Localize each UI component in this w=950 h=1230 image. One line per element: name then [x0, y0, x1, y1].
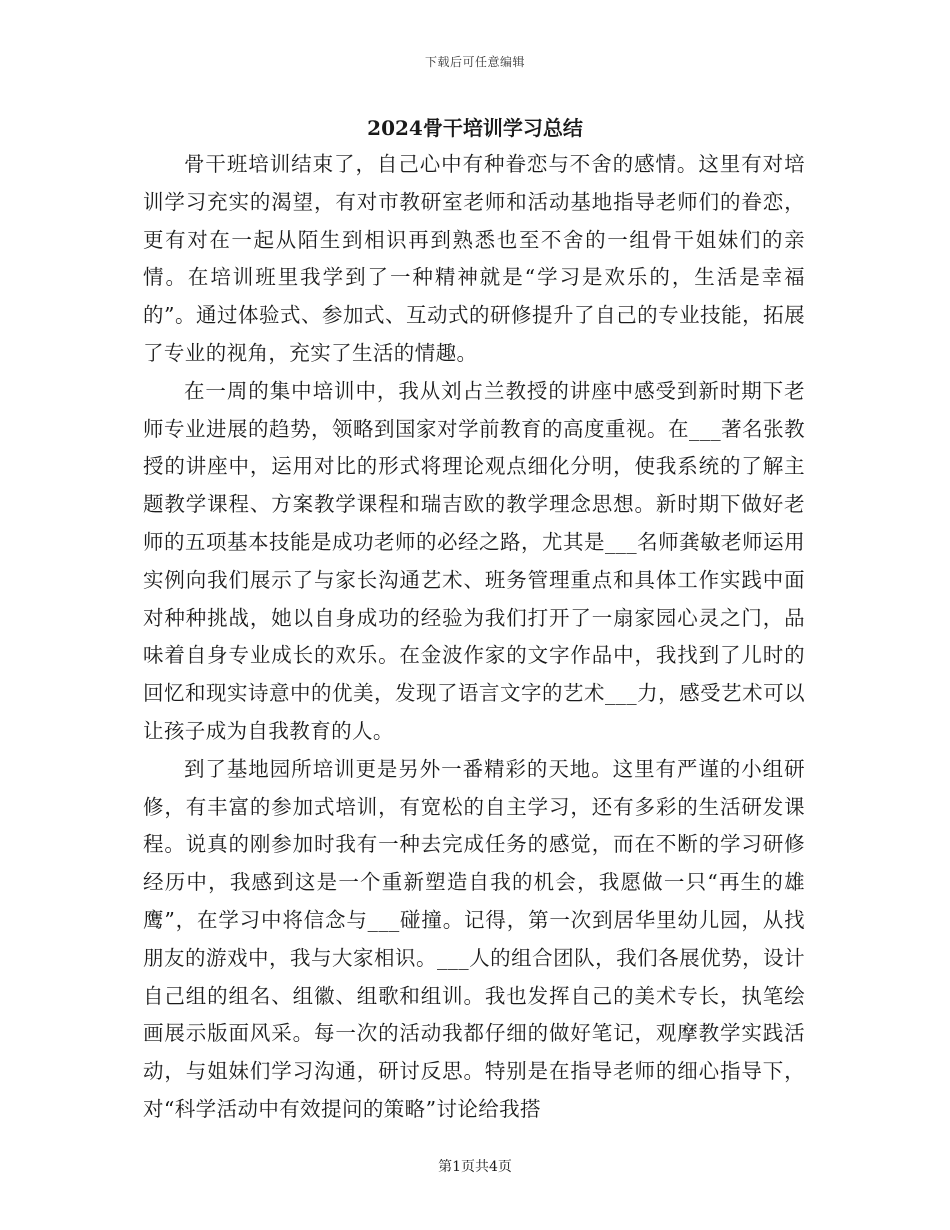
paragraph-2: 在一周的集中培训中，我从刘占兰教授的讲座中感受到新时期下老师专业进展的趋势，领略到国家对学前教育的高度重视。在___著名张教授的讲座中，运用对比的形式将理论观点细化分明，使我系统的了解主题教学课程、方案教学课程和瑞吉欧的教学理念思想。新时期下做好老师的五项基本技能是成功老师的必经之路，尤其是___名师龚敏老师运用实例向我们展示了与家长沟通艺术、班务管理重点和具体工作实践中面对种种挑战，她以自身成功的经验为我们打开了一扇家园心灵之门，品味着自身专业成长的欢乐。在金波作家的文字作品中，我找到了儿时的回忆和现实诗意中的优美，发现了语言文字的艺术___力，感受艺术可以让孩子成为自我教育的人。 — [143, 378, 805, 743]
paragraph-1: 骨干班培训结束了，自己心中有种眷恋与不舍的感情。这里有对培训学习充实的渴望，有对市教研室老师和活动基地指导老师们的眷恋，更有对在一起从陌生到相识再到熟悉也至不舍的一组骨干姐妹们的亲情。在培训班里我学到了一种精神就是“学习是欢乐的，生活是幸福的”。通过体验式、参加式、互动式的研修提升了自己的专业技能，拓展了专业的视角，充实了生活的情趣。 — [143, 152, 805, 365]
document-body — [143, 146, 805, 1129]
paragraph-3: 到了基地园所培训更是另外一番精彩的天地。这里有严谨的小组研修，有丰富的参加式培训，有宽松的自主学习，还有多彩的生活研发课程。说真的刚参加时我有一种去完成任务的感觉，而在不断的学习研修经历中，我感到这是一个重新塑造自我的机会，我愿做一只“再生的雄鹰”，在学习中将信念与___碰撞。记得，第一次到居华里幼儿园，从找朋友的游戏中，我与大家相识。___人的组合团队，我们各展优势，设计自己组的组名、组徽、组歌和组训。我也发挥自己的美术专长，执笔绘画展示版面风采。每一次的活动我都仔细的做好笔记，观摩教学实践活动，与姐妹们学习沟通，研讨反思。特别是在指导老师的细心指导下，对“科学活动中有效提问的策略”讨论给我搭 — [143, 756, 805, 1121]
header-note: 下载后可任意编辑 — [424, 55, 525, 69]
document-title: 2024骨干培训学习总结 — [367, 116, 583, 140]
page-footer: 第1页共4页 — [438, 1159, 512, 1175]
